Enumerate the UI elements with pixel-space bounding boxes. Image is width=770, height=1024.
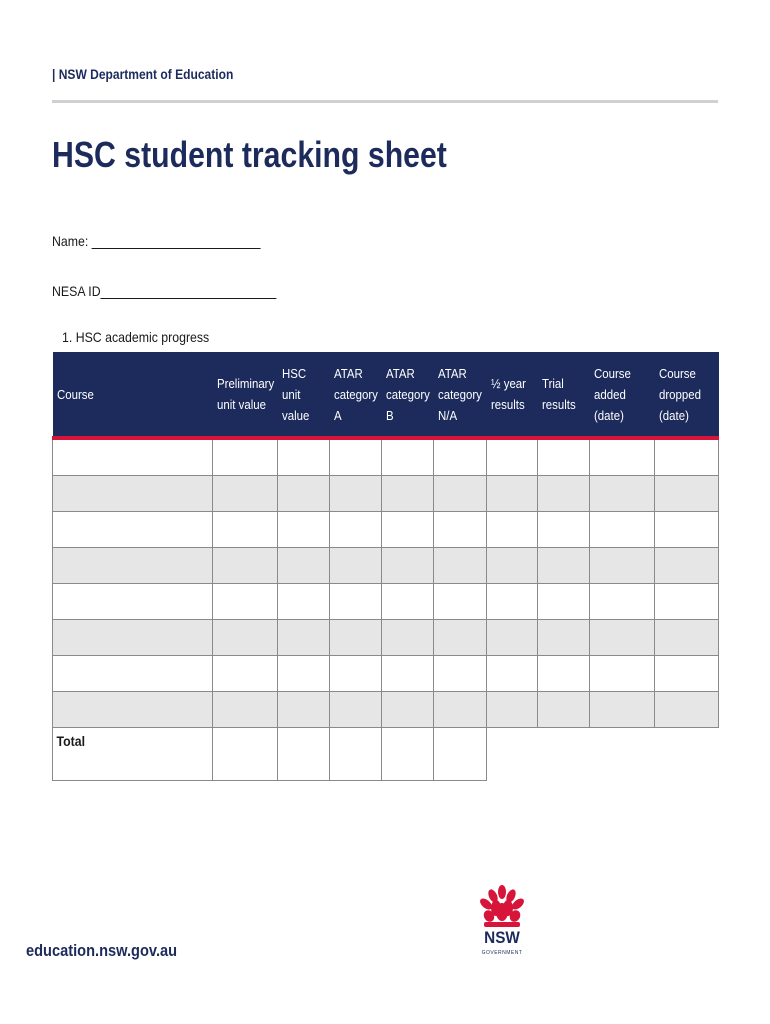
blank-space: [538, 728, 590, 781]
column-header: ½ year results: [487, 352, 538, 438]
table-cell[interactable]: [655, 620, 719, 656]
table-cell[interactable]: [487, 584, 538, 620]
table-cell[interactable]: [655, 438, 719, 476]
table-row: [53, 584, 719, 620]
table-cell[interactable]: [53, 548, 213, 584]
column-header: Course added (date): [590, 352, 655, 438]
table-cell[interactable]: [655, 476, 719, 512]
column-header: Course: [53, 352, 213, 438]
table-row: [53, 620, 719, 656]
table-cell[interactable]: [538, 548, 590, 584]
table-cell[interactable]: [213, 656, 278, 692]
table-cell[interactable]: [53, 512, 213, 548]
total-cell[interactable]: [330, 728, 382, 781]
page-title: HSC student tracking sheet: [52, 134, 447, 175]
table-row: [53, 512, 719, 548]
blank-space: [487, 728, 538, 781]
blank-space: [655, 728, 719, 781]
nesa-id-label: NESA ID: [52, 283, 101, 299]
name-input-line[interactable]: [92, 234, 261, 249]
table-cell[interactable]: [278, 656, 330, 692]
table-cell[interactable]: [590, 584, 655, 620]
table-cell[interactable]: [382, 692, 434, 728]
table-cell[interactable]: [278, 584, 330, 620]
table-cell[interactable]: [53, 476, 213, 512]
table-cell[interactable]: [213, 438, 278, 476]
table-row: [53, 692, 719, 728]
table-cell[interactable]: [655, 656, 719, 692]
table-header-row: [53, 352, 719, 438]
table-cell[interactable]: [538, 620, 590, 656]
table-cell[interactable]: [53, 620, 213, 656]
table-cell[interactable]: [330, 692, 382, 728]
table-cell[interactable]: [538, 656, 590, 692]
table-cell[interactable]: [382, 548, 434, 584]
table-cell[interactable]: [487, 692, 538, 728]
table-cell[interactable]: [382, 476, 434, 512]
column-header: ATAR category B: [382, 352, 434, 438]
table-cell[interactable]: [434, 512, 487, 548]
table-cell[interactable]: [434, 584, 487, 620]
table-cell[interactable]: [53, 438, 213, 476]
total-row: [53, 728, 719, 781]
table-cell[interactable]: [330, 438, 382, 476]
table-cell[interactable]: [53, 656, 213, 692]
table-cell[interactable]: [434, 438, 487, 476]
table-cell[interactable]: [590, 438, 655, 476]
header-divider: [52, 100, 718, 103]
table-cell[interactable]: [278, 512, 330, 548]
table-cell[interactable]: [278, 476, 330, 512]
table-cell[interactable]: [330, 620, 382, 656]
table-cell[interactable]: [434, 692, 487, 728]
table-cell[interactable]: [655, 548, 719, 584]
table-cell[interactable]: [278, 438, 330, 476]
logo-subtext: GOVERNMENT: [481, 950, 523, 956]
table-cell[interactable]: [655, 584, 719, 620]
column-header: ATAR category N/A: [434, 352, 487, 438]
table-cell[interactable]: [213, 548, 278, 584]
column-header: Trial results: [538, 352, 590, 438]
column-header: Course dropped (date): [655, 352, 719, 438]
table-cell[interactable]: [590, 620, 655, 656]
total-cell[interactable]: [434, 728, 487, 781]
table-cell[interactable]: [487, 476, 538, 512]
table-cell[interactable]: [434, 476, 487, 512]
table-cell[interactable]: [655, 692, 719, 728]
name-label: Name:: [52, 233, 89, 249]
table-cell[interactable]: [487, 548, 538, 584]
table-cell[interactable]: [487, 656, 538, 692]
table-cell[interactable]: [278, 548, 330, 584]
table-row: [53, 476, 719, 512]
table-cell[interactable]: [434, 656, 487, 692]
total-label-cell: Total: [53, 728, 213, 781]
table-cell[interactable]: [538, 584, 590, 620]
table-cell[interactable]: [278, 620, 330, 656]
total-cell[interactable]: [278, 728, 330, 781]
table-cell[interactable]: [487, 620, 538, 656]
footer-url-link[interactable]: education.nsw.gov.au: [26, 941, 178, 960]
table-cell[interactable]: [213, 584, 278, 620]
table-cell[interactable]: [330, 656, 382, 692]
column-header: ATAR category A: [330, 352, 382, 438]
nesa-id-input-line[interactable]: [101, 284, 277, 299]
tracking-table: [52, 352, 719, 781]
nsw-government-logo: [474, 884, 530, 962]
table-cell[interactable]: [538, 512, 590, 548]
table-cell[interactable]: [538, 438, 590, 476]
section-heading: 1. HSC academic progress: [62, 329, 210, 345]
table-cell[interactable]: [382, 438, 434, 476]
table-cell[interactable]: [53, 692, 213, 728]
table-cell[interactable]: [330, 584, 382, 620]
table-cell[interactable]: [434, 620, 487, 656]
department-header: | NSW Department of Education: [52, 66, 234, 82]
name-field: [52, 233, 261, 249]
table-cell[interactable]: [590, 656, 655, 692]
total-cell[interactable]: [382, 728, 434, 781]
total-cell[interactable]: [213, 728, 278, 781]
table-cell[interactable]: [590, 476, 655, 512]
table-cell[interactable]: [330, 476, 382, 512]
table-cell[interactable]: [382, 512, 434, 548]
table-cell[interactable]: [213, 620, 278, 656]
table-cell[interactable]: [538, 476, 590, 512]
table-row: [53, 548, 719, 584]
table-cell[interactable]: [213, 692, 278, 728]
table-cell[interactable]: [590, 692, 655, 728]
blank-space: [590, 728, 655, 781]
table-cell[interactable]: [434, 548, 487, 584]
table-cell[interactable]: [330, 512, 382, 548]
table-cell[interactable]: [590, 512, 655, 548]
logo-wordmark: NSW: [484, 928, 520, 947]
table-cell[interactable]: [53, 584, 213, 620]
table-row: [53, 656, 719, 692]
table-cell[interactable]: [538, 692, 590, 728]
table-cell[interactable]: [382, 584, 434, 620]
table-cell[interactable]: [590, 548, 655, 584]
table-cell[interactable]: [330, 548, 382, 584]
table-cell[interactable]: [278, 692, 330, 728]
table-cell[interactable]: [382, 656, 434, 692]
table-row: [53, 438, 719, 476]
column-header: Preliminary unit value: [213, 352, 278, 438]
table-cell[interactable]: [213, 512, 278, 548]
nesa-id-field: [52, 283, 277, 299]
waratah-icon: [474, 884, 530, 930]
table-cell[interactable]: [213, 476, 278, 512]
table-cell[interactable]: [487, 438, 538, 476]
table-cell[interactable]: [382, 620, 434, 656]
table-cell[interactable]: [487, 512, 538, 548]
table-cell[interactable]: [655, 512, 719, 548]
column-header: HSC unit value: [278, 352, 330, 438]
